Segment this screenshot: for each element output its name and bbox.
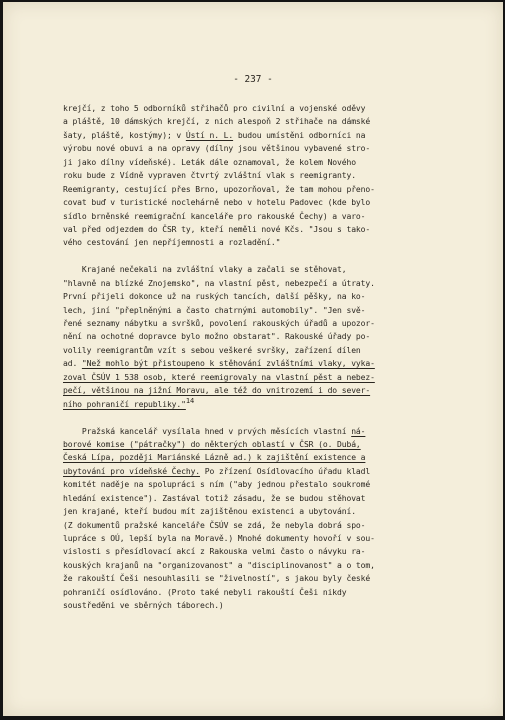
text-line (63, 156, 473, 169)
text-line (63, 505, 473, 518)
body-text (63, 102, 473, 613)
text-line (63, 304, 473, 317)
footnote-marker: 14 (185, 396, 195, 405)
text-line (63, 532, 473, 545)
text-line (63, 425, 473, 438)
text-line (63, 169, 473, 182)
text-line (63, 478, 473, 491)
text-segment: komitét naděje na spolupráci s ním ("aby jednou přestalo soukromé (63, 480, 371, 490)
text-line (63, 142, 473, 155)
text-line (63, 384, 473, 397)
text-segment: vislosti s přesídlovací akcí z Rakouska velmi často o návyku ra- (63, 547, 366, 557)
underlined-text: Česká Lípa, později Mariánské Lázně ad.) k zajištění existence a (63, 453, 366, 463)
underlined-text: ního pohraničí republiky." (63, 399, 186, 409)
text-segment: (Z dokumentů pražské kanceláře ČSÚV se zdá, že nebyla dobrá spo- (63, 520, 366, 530)
text-line (63, 317, 473, 330)
text-line (63, 277, 473, 290)
text-line (63, 492, 473, 505)
paragraph-3 (63, 425, 473, 613)
text-line (63, 438, 473, 451)
text-segment: volily reemigrantům vzít s sebou veškeré svršky, zařízení dílen (63, 345, 361, 355)
text-line (63, 115, 473, 128)
text-segment: Krajané nečekali na zvláštní vlaky a začali se stěhovat, (63, 265, 347, 275)
text-line (63, 559, 473, 572)
text-line (63, 223, 473, 236)
text-line (63, 290, 473, 303)
text-segment: šaty, pláště, kostýmy); v (63, 130, 186, 140)
underlined-text: ná- (351, 426, 366, 436)
underlined-text: zoval ČSÚV 1 538 osob, které reemigrovaly na vlastní pěst a nebez- (63, 372, 375, 382)
text-segment: lupráce s OÚ, lepší byla na Moravě.) Mnohé dokumenty hovoří v sou- (63, 534, 375, 543)
text-segment: Po zřízení Osídlovacího úřadu kladl (200, 466, 371, 476)
text-line (63, 519, 473, 532)
text-segment: První přijeli dokonce už na ruských tancích, další pěšky, na ko- (63, 292, 366, 302)
text-segment: vého cestování jen nepříjemnosti a rozladění." (63, 238, 281, 248)
underlined-text: ubytování pro vídeňské Čechy. (63, 466, 201, 476)
text-segment: ad. (63, 359, 82, 369)
text-segment: jen krajané, kteří budou mít zajištěnou existenci a ubytování. (63, 507, 356, 517)
text-line (63, 210, 473, 223)
text-line (63, 263, 473, 276)
text-segment: val před odjezdem do ČSR ty, kteří neměli nové Kčs. "Jsou s tako- (63, 224, 371, 234)
text-segment: že rakouští Češi nesouhlasili se "živelností", s jakou byly české (63, 574, 371, 584)
paragraph-2 (63, 263, 473, 411)
text-line (63, 236, 473, 249)
text-segment: soustředěni ve sběrných táborech.) (63, 601, 224, 611)
text-segment: a pláště, 10 dámských krejčí, z nich alespoň 2 střihače na dámské (63, 117, 371, 127)
text-line (63, 330, 473, 343)
text-segment: výrobu nové obuvi a na opravy (dílny jsou většinou vybavené stro- (63, 144, 371, 154)
text-line (63, 102, 473, 115)
underlined-text: "Než mohlo být přistoupeno k stěhování zvláštními vlaky, vyka- (81, 359, 375, 369)
paragraph-1 (63, 102, 473, 250)
text-segment: Pražská kancelář vysílala hned v prvých měsících vlastní (63, 426, 352, 436)
text-line (63, 572, 473, 585)
text-segment: hledání existence"). Zastával totiž zásadu, že se budou stěhovat (63, 493, 366, 503)
text-line (63, 196, 473, 209)
text-segment: kouských krajanů na "organizovanost" a "disciplinovanost" a o tom, (63, 560, 375, 570)
text-segment: budou umístěni odborníci na (233, 130, 366, 140)
text-segment: lech, jiní "přeplněnými a často chatrnými automobily". "Jen svě- (63, 305, 366, 315)
text-segment: řené seznamy nábytku a svršků, povolení rakouských úřadů a upozor- (63, 319, 375, 328)
text-segment: krejčí, z toho 5 odborníků střihačů pro civilní a vojenské oděvy (63, 104, 366, 113)
underlined-text: Ústí n. L. (185, 130, 234, 140)
text-line (63, 371, 473, 384)
text-line (63, 183, 473, 196)
text-segment: roku bude z Vídně vypraven čtvrtý zvláštní vlak s reemigranty. (63, 171, 356, 181)
text-segment: nění na ochotné dopravce bylo možno obstarat". Rakouské úřady po- (63, 332, 371, 342)
text-line (63, 129, 473, 142)
underlined-text: pečí, většinou na jižní Moravu, ale též do vnitrozemí i do sever- (63, 386, 371, 396)
text-segment: Reemigranty, cestující přes Brno, upozorňoval, že tam mohou přeno- (63, 184, 375, 194)
text-line (63, 398, 473, 411)
text-line (63, 545, 473, 558)
text-segment: covat buď v turistické noclehárně nebo v hotelu Padovec (kde bylo (63, 198, 371, 208)
text-segment: pohraničí osídlováno. (Proto také nebyli rakouští Češi nikdy (63, 587, 347, 597)
text-segment: "hlavně na blízké Znojemsko", na vlastní pěst, nebezpečí a útraty. (63, 278, 375, 288)
page-number: - 237 - (233, 74, 273, 85)
text-line (63, 586, 473, 599)
text-line (63, 357, 473, 370)
underlined-text: borové komise ("pátračky") do některých oblastí v ČSR (o. Dubá, (63, 439, 361, 449)
text-line (63, 451, 473, 464)
text-line (63, 599, 473, 612)
text-line (63, 344, 473, 357)
text-line (63, 465, 473, 478)
text-segment: ji jako dílny vídeňské). Leták dále oznamoval, že kolem Nového (63, 157, 356, 167)
text-segment: sídlo brněnské reemigrační kanceláře pro rakouské Čechy) a varo- (63, 211, 366, 221)
document-page (3, 2, 503, 716)
